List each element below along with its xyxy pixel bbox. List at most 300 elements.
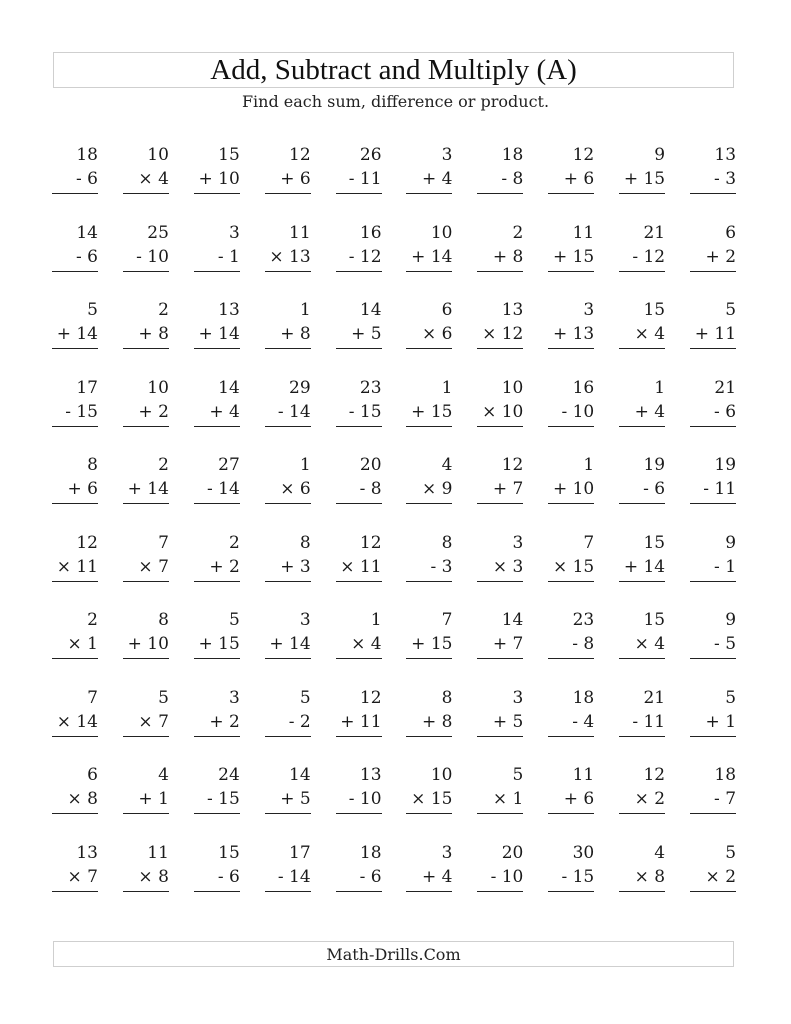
problem-top-number: 3	[228, 687, 240, 708]
problem	[336, 686, 382, 764]
problem-operator-number: - 6	[714, 401, 737, 422]
problem	[52, 143, 98, 221]
answer-line	[336, 348, 382, 349]
problem-operator-number: - 11	[348, 169, 382, 189]
problem	[477, 763, 523, 841]
problem-operator-number: + 2	[705, 246, 737, 267]
problem	[123, 298, 169, 376]
problem	[548, 763, 594, 841]
problem-top-number: 20	[501, 842, 524, 863]
problem-operator-number: - 15	[561, 866, 595, 887]
answer-line	[52, 426, 98, 427]
problem-top-number: 14	[76, 222, 98, 243]
problem-operator-number: + 2	[138, 401, 169, 422]
problem-top-number: 1	[654, 377, 666, 398]
problem-operator-number: × 7	[138, 711, 169, 732]
problem-top-number: 15	[218, 842, 240, 863]
problem-grid	[52, 143, 736, 918]
problem	[477, 376, 523, 454]
problem	[123, 531, 169, 609]
problem-top-number: 1	[583, 455, 595, 475]
answer-line	[265, 503, 311, 504]
problem-top-number: 7	[583, 532, 595, 553]
problem	[477, 298, 523, 376]
problem	[265, 221, 311, 299]
answer-line	[52, 193, 98, 194]
problem-operator-number: × 3	[492, 556, 524, 577]
problem	[52, 298, 98, 376]
answer-line	[477, 503, 523, 504]
problem-top-number: 6	[441, 300, 453, 320]
answer-line	[406, 503, 452, 504]
problem	[336, 376, 382, 454]
problem-top-number: 30	[572, 842, 595, 863]
footer-box	[53, 941, 734, 967]
problem	[52, 608, 98, 686]
problem-operator-number: - 14	[277, 401, 311, 422]
problem	[52, 686, 98, 764]
problem-top-number: 23	[359, 377, 382, 398]
problem-top-number: 18	[501, 145, 524, 165]
problem-top-number: 18	[714, 765, 737, 785]
problem	[123, 763, 169, 841]
problem	[123, 841, 169, 919]
problem-operator-number: + 15	[198, 634, 240, 654]
problem-top-number: 11	[572, 765, 595, 785]
problem-top-number: 8	[158, 610, 169, 630]
problem-top-number: 5	[512, 765, 524, 785]
answer-line	[123, 271, 169, 272]
problem	[406, 531, 452, 609]
problem	[406, 841, 452, 919]
problem	[619, 143, 665, 221]
problem-top-number: 8	[441, 532, 453, 553]
problem-top-number: 4	[158, 765, 169, 785]
problem-operator-number: + 4	[209, 401, 240, 422]
problem-operator-number: + 2	[209, 711, 240, 732]
problem-operator-number: + 8	[421, 711, 453, 732]
answer-line	[406, 193, 452, 194]
problem-operator-number: + 6	[67, 479, 98, 499]
answer-line	[194, 271, 240, 272]
problem-top-number: 13	[76, 842, 98, 863]
problem-operator-number: + 14	[127, 479, 169, 499]
problem-top-number: 9	[725, 610, 737, 630]
problem	[690, 686, 736, 764]
problem	[265, 143, 311, 221]
answer-line	[194, 193, 240, 194]
answer-line	[123, 581, 169, 582]
answer-line	[52, 813, 98, 814]
problem	[477, 221, 523, 299]
problem	[123, 608, 169, 686]
answer-line	[52, 658, 98, 659]
answer-line	[619, 193, 665, 194]
answer-line	[619, 658, 665, 659]
answer-line	[690, 503, 736, 504]
problem-operator-number: - 8	[572, 634, 595, 654]
problem-operator-number: × 7	[138, 556, 169, 577]
problem-top-number: 2	[158, 455, 169, 475]
problem-operator-number: × 1	[67, 634, 98, 654]
problem-operator-number: × 8	[138, 866, 169, 887]
problem-operator-number: × 13	[269, 246, 311, 267]
problem-top-number: 3	[441, 842, 453, 863]
problem-top-number: 16	[572, 377, 595, 398]
problem-operator-number: × 11	[56, 556, 98, 577]
problem-operator-number: + 1	[138, 789, 169, 809]
problem-operator-number: + 14	[623, 556, 666, 577]
problem-operator-number: + 11	[340, 711, 382, 732]
problem-operator-number: - 15	[207, 789, 240, 809]
problem-top-number: 5	[228, 610, 240, 630]
answer-line	[52, 581, 98, 582]
problem-top-number: 14	[359, 300, 382, 320]
problem	[406, 453, 452, 531]
problem	[194, 608, 240, 686]
problem	[477, 686, 523, 764]
problem-top-number: 3	[441, 145, 453, 165]
problem	[477, 531, 523, 609]
problem	[477, 841, 523, 919]
problem	[619, 608, 665, 686]
problem	[690, 453, 736, 531]
problem	[619, 686, 665, 764]
problem-top-number: 2	[87, 610, 98, 630]
answer-line	[336, 271, 382, 272]
problem-top-number: 4	[441, 455, 453, 475]
answer-line	[336, 736, 382, 737]
answer-line	[548, 891, 594, 892]
problem-top-number: 10	[430, 222, 453, 243]
problem-operator-number: × 4	[138, 169, 169, 189]
problem-top-number: 12	[289, 145, 311, 165]
answer-line	[336, 813, 382, 814]
problem-top-number: 15	[643, 532, 666, 553]
answer-line	[265, 426, 311, 427]
problem	[336, 531, 382, 609]
problem-top-number: 12	[76, 532, 98, 553]
problem	[336, 841, 382, 919]
problem-operator-number: - 14	[277, 866, 311, 887]
problem-operator-number: + 8	[492, 246, 524, 267]
problem	[690, 376, 736, 454]
problem-top-number: 5	[158, 687, 169, 708]
problem-top-number: 6	[725, 222, 737, 243]
problem-operator-number: + 14	[269, 634, 311, 654]
answer-line	[265, 348, 311, 349]
answer-line	[619, 503, 665, 504]
answer-line	[477, 426, 523, 427]
problem-top-number: 7	[441, 610, 453, 630]
answer-line	[265, 658, 311, 659]
problem-operator-number: + 6	[280, 169, 311, 189]
problem-operator-number: - 12	[632, 246, 666, 267]
answer-line	[690, 658, 736, 659]
problem	[265, 376, 311, 454]
answer-line	[477, 271, 523, 272]
problem	[194, 376, 240, 454]
answer-line	[477, 736, 523, 737]
problem-operator-number: × 7	[67, 866, 98, 887]
problem	[52, 763, 98, 841]
problem-operator-number: × 15	[411, 789, 453, 809]
problem	[52, 531, 98, 609]
problem-operator-number: + 6	[563, 789, 595, 809]
problem-top-number: 17	[76, 377, 98, 398]
answer-line	[548, 271, 594, 272]
problem-operator-number: × 2	[705, 866, 737, 887]
answer-line	[52, 271, 98, 272]
problem-operator-number: - 7	[714, 789, 737, 809]
problem-operator-number: - 10	[561, 401, 595, 422]
problem-top-number: 5	[725, 300, 737, 320]
problem	[265, 841, 311, 919]
answer-line	[123, 348, 169, 349]
problem-operator-number: + 15	[411, 634, 453, 654]
answer-line	[690, 193, 736, 194]
problem-operator-number: - 2	[288, 711, 311, 732]
answer-line	[336, 426, 382, 427]
problem-operator-number: + 7	[492, 634, 524, 654]
worksheet-instructions: Find each sum, difference or product.	[241, 92, 550, 111]
problem-operator-number: + 8	[280, 324, 311, 344]
problem	[548, 298, 594, 376]
problem	[548, 453, 594, 531]
problem	[265, 763, 311, 841]
problem-top-number: 16	[359, 222, 382, 243]
problem	[406, 376, 452, 454]
problem	[123, 143, 169, 221]
problem-top-number: 5	[87, 300, 98, 320]
problem	[123, 453, 169, 531]
answer-line	[690, 813, 736, 814]
problem-top-number: 9	[725, 532, 737, 553]
problem-top-number: 13	[359, 765, 382, 785]
problem	[548, 841, 594, 919]
answer-line	[265, 271, 311, 272]
answer-line	[194, 736, 240, 737]
problem-operator-number: + 3	[280, 556, 311, 577]
problem-top-number: 14	[289, 765, 311, 785]
problem-top-number: 11	[289, 222, 311, 243]
problem-top-number: 11	[572, 222, 595, 243]
answer-line	[619, 348, 665, 349]
problem	[194, 298, 240, 376]
answer-line	[690, 581, 736, 582]
problem-top-number: 5	[725, 842, 737, 863]
answer-line	[52, 503, 98, 504]
problem-operator-number: × 15	[552, 556, 595, 577]
answer-line	[619, 736, 665, 737]
problem-operator-number: + 14	[56, 324, 98, 344]
problem-operator-number: - 1	[714, 556, 737, 577]
problem	[406, 608, 452, 686]
problem-operator-number: - 8	[501, 169, 524, 189]
problem	[123, 221, 169, 299]
problem-top-number: 14	[501, 610, 524, 630]
problem-top-number: 12	[501, 455, 524, 475]
problem-top-number: 10	[501, 377, 524, 398]
problem	[619, 376, 665, 454]
problem	[477, 453, 523, 531]
answer-line	[194, 426, 240, 427]
answer-line	[477, 658, 523, 659]
problem-top-number: 12	[359, 687, 382, 708]
answer-line	[690, 891, 736, 892]
answer-line	[690, 426, 736, 427]
problem-operator-number: - 15	[65, 401, 98, 422]
answer-line	[477, 193, 523, 194]
problem	[52, 376, 98, 454]
problem	[194, 531, 240, 609]
problem-operator-number: + 15	[623, 169, 666, 189]
problem	[690, 221, 736, 299]
problem-operator-number: × 8	[634, 866, 666, 887]
problem-top-number: 12	[572, 145, 595, 165]
problem	[619, 221, 665, 299]
answer-line	[548, 503, 594, 504]
problem	[265, 531, 311, 609]
answer-line	[123, 891, 169, 892]
answer-line	[265, 736, 311, 737]
problem	[123, 686, 169, 764]
problem	[477, 143, 523, 221]
answer-line	[690, 736, 736, 737]
problem-top-number: 18	[572, 687, 595, 708]
problem	[336, 143, 382, 221]
answer-line	[548, 813, 594, 814]
answer-line	[548, 193, 594, 194]
problem-operator-number: - 11	[632, 711, 666, 732]
problem-operator-number: + 5	[492, 711, 524, 732]
problem-top-number: 8	[441, 687, 453, 708]
problem-top-number: 21	[714, 377, 737, 398]
problem-top-number: 26	[359, 145, 382, 165]
problem-top-number: 18	[76, 145, 98, 165]
problem-operator-number: × 14	[56, 711, 98, 732]
problem-top-number: 24	[218, 765, 240, 785]
answer-line	[406, 736, 452, 737]
problem-top-number: 6	[87, 765, 98, 785]
answer-line	[52, 348, 98, 349]
answer-line	[619, 426, 665, 427]
problem-top-number: 3	[512, 687, 524, 708]
problem-operator-number: + 5	[280, 789, 311, 809]
problem-operator-number: × 8	[67, 789, 98, 809]
problem-top-number: 11	[147, 842, 169, 863]
problem-top-number: 5	[299, 687, 311, 708]
problem-top-number: 1	[370, 610, 382, 630]
problem-operator-number: × 1	[492, 789, 524, 809]
problem-operator-number: - 12	[348, 246, 382, 267]
problem-operator-number: + 1	[705, 711, 737, 732]
problem-operator-number: + 10	[127, 634, 169, 654]
problem-operator-number: × 4	[634, 324, 666, 344]
answer-line	[194, 813, 240, 814]
answer-line	[690, 271, 736, 272]
problem-top-number: 14	[218, 377, 240, 398]
problem-top-number: 13	[714, 145, 737, 165]
problem	[52, 841, 98, 919]
problem-top-number: 2	[158, 300, 169, 320]
worksheet-title: Add, Subtract and Multiply (A)	[210, 53, 577, 86]
problem-operator-number: + 4	[421, 169, 453, 189]
problem	[336, 298, 382, 376]
problem-top-number: 25	[147, 222, 169, 243]
problem-top-number: 8	[87, 455, 98, 475]
problem-top-number: 4	[654, 842, 666, 863]
problem-operator-number: × 9	[421, 479, 453, 499]
answer-line	[194, 503, 240, 504]
answer-line	[548, 658, 594, 659]
problem-top-number: 5	[725, 687, 737, 708]
answer-line	[406, 581, 452, 582]
problem	[194, 221, 240, 299]
problem-operator-number: + 14	[198, 324, 240, 344]
problem-top-number: 15	[643, 610, 666, 630]
problem-operator-number: + 13	[552, 324, 595, 344]
problem-top-number: 18	[359, 842, 382, 863]
problem-top-number: 19	[714, 455, 737, 475]
problem-operator-number: - 4	[572, 711, 595, 732]
answer-line	[619, 813, 665, 814]
answer-line	[265, 891, 311, 892]
problem	[194, 841, 240, 919]
problem	[548, 531, 594, 609]
problem-operator-number: × 6	[280, 479, 311, 499]
problem-top-number: 12	[643, 765, 666, 785]
problem-operator-number: - 6	[217, 866, 240, 887]
answer-line	[336, 193, 382, 194]
problem	[194, 763, 240, 841]
answer-line	[336, 658, 382, 659]
answer-line	[194, 581, 240, 582]
footer-brand: Math-Drills.Com	[326, 944, 461, 964]
answer-line	[265, 813, 311, 814]
problem-operator-number: + 10	[198, 169, 240, 189]
problem-operator-number: - 10	[490, 866, 524, 887]
problem	[52, 221, 98, 299]
problem	[406, 143, 452, 221]
problem	[336, 608, 382, 686]
problem	[548, 376, 594, 454]
problem-top-number: 7	[158, 532, 169, 553]
problem-operator-number: + 7	[492, 479, 524, 499]
answer-line	[548, 348, 594, 349]
problem	[194, 143, 240, 221]
answer-line	[194, 891, 240, 892]
problem	[406, 686, 452, 764]
problem-top-number: 20	[359, 455, 382, 475]
problem-operator-number: - 1	[217, 246, 240, 267]
answer-line	[52, 891, 98, 892]
problem-operator-number: - 15	[348, 401, 382, 422]
problem-operator-number: + 11	[694, 324, 737, 344]
answer-line	[548, 736, 594, 737]
problem-operator-number: - 6	[359, 866, 382, 887]
answer-line	[406, 658, 452, 659]
problem-operator-number: × 4	[351, 634, 382, 654]
problem	[690, 531, 736, 609]
problem-operator-number: - 14	[207, 479, 240, 499]
problem-operator-number: - 6	[76, 169, 98, 189]
answer-line	[619, 581, 665, 582]
problem-operator-number: × 6	[421, 324, 453, 344]
answer-line	[406, 271, 452, 272]
problem-operator-number: - 5	[714, 634, 737, 654]
problem	[690, 143, 736, 221]
